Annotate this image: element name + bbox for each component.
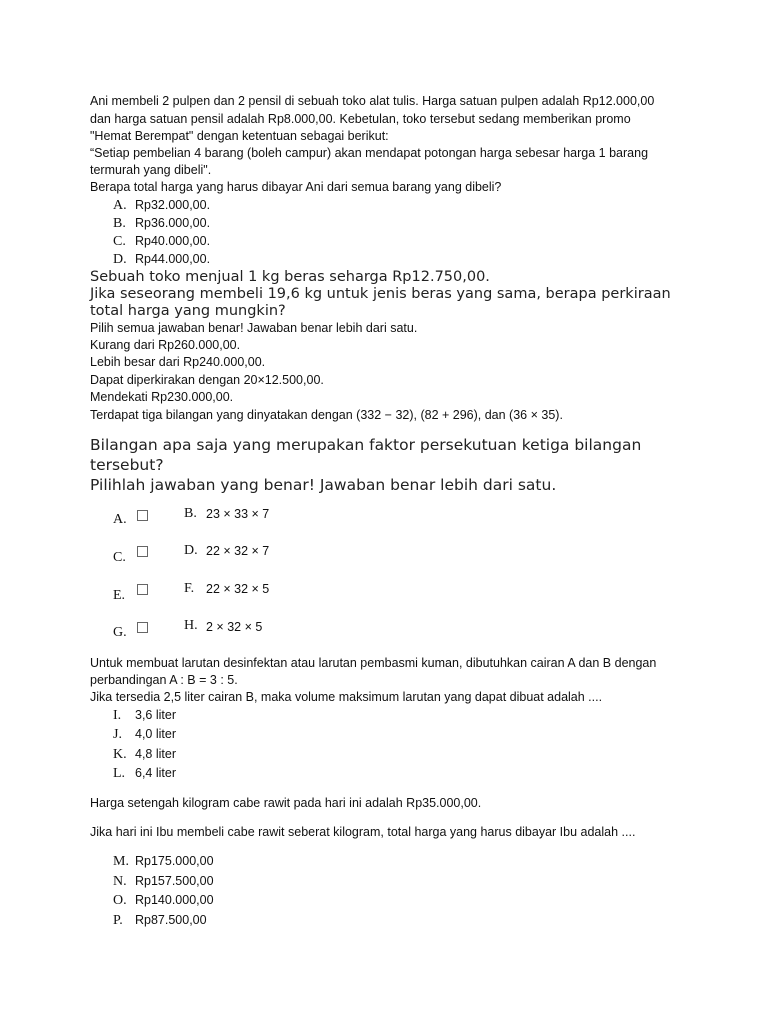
option-text: Rp175.000,00 — [135, 854, 214, 868]
option-letter: D. — [113, 252, 127, 267]
q5-line: Harga setengah kilogram cabe rawit pada hari ini adalah Rp35.000,00. — [90, 796, 482, 810]
option-text: Rp87.500,00 — [135, 913, 207, 927]
q1-option — [113, 215, 210, 232]
option-letter: M. — [113, 854, 129, 869]
option-letter: C. — [113, 234, 126, 249]
option-letter: F. — [184, 581, 195, 596]
q2-choice: Kurang dari Rp260.000,00. — [90, 338, 241, 352]
q2-choice: Lebih besar dari Rp240.000,00. — [90, 355, 266, 369]
checkbox-letter: G. — [113, 625, 127, 640]
option-letter: D. — [184, 543, 198, 558]
option-text: 6,4 liter — [135, 766, 176, 780]
checkbox-letter: A. — [113, 512, 127, 527]
q5-option — [113, 873, 214, 890]
q1-line: dan harga satuan pensil adalah Rp8.000,00. Kebetulan, toko tersebut sedang memberikan promo — [90, 112, 631, 126]
q1-option — [113, 197, 210, 214]
q1-line: termurah yang dibeli". — [90, 163, 212, 177]
option-letter: B. — [113, 216, 126, 231]
option-text: 22 × 32 × 7 — [206, 544, 270, 558]
option-text: 23 × 33 × 7 — [206, 507, 270, 521]
q4-line: perbandingan A : B = 3 : 5. — [90, 673, 238, 687]
option-text: Rp40.000,00. — [135, 234, 211, 248]
q1-question: Berapa total harga yang harus dibayar Ani dari semua barang yang dibeli? — [90, 180, 502, 194]
option-letter: H. — [184, 618, 198, 633]
q1-line: Ani membeli 2 pulpen dan 2 pensil di sebuah toko alat tulis. Harga satuan pulpen adalah Rp12.000,00 — [90, 94, 655, 108]
q2-instruction: Pilih semua jawaban benar! Jawaban benar lebih dari satu. — [90, 321, 418, 335]
checkbox-letter: E. — [113, 588, 126, 603]
option-letter: O. — [113, 893, 127, 908]
q3-stem: Bilangan apa saja yang merupakan faktor persekutuan ketiga bilangan — [90, 436, 642, 454]
q2-choice: Mendekati Rp230.000,00. — [90, 390, 234, 404]
option-letter: N. — [113, 874, 127, 889]
option-letter: I. — [113, 708, 122, 723]
option-text: 22 × 32 × 5 — [206, 582, 270, 596]
option-text: 3,6 liter — [135, 708, 176, 722]
option-text: 2 × 32 × 5 — [206, 620, 263, 634]
checkbox[interactable] — [137, 584, 148, 595]
q2-stem: Jika seseorang membeli 19,6 kg untuk jenis beras yang sama, berapa perkiraan — [90, 286, 671, 302]
checkbox[interactable] — [137, 510, 148, 521]
option-letter: L. — [113, 766, 126, 781]
q4-question: Jika tersedia 2,5 liter cairan B, maka volume maksimum larutan yang dapat dibuat adalah .... — [90, 690, 603, 704]
q2-stem: Sebuah toko menjual 1 kg beras seharga Rp12.750,00. — [90, 269, 490, 285]
option-text: Rp157.500,00 — [135, 874, 214, 888]
option-text: Rp44.000,00. — [135, 252, 211, 266]
q4-option — [113, 707, 176, 724]
option-letter: B. — [184, 506, 197, 521]
option-letter: P. — [113, 913, 123, 928]
q2-choice: Dapat diperkirakan dengan 20×12.500,00. — [90, 373, 324, 387]
option-text: Rp32.000,00. — [135, 198, 211, 212]
checkbox[interactable] — [137, 546, 148, 557]
option-letter: K. — [113, 747, 127, 762]
option-letter: J. — [113, 727, 122, 742]
q5-option — [113, 892, 214, 909]
q3-instruction: Pilihlah jawaban yang benar! Jawaban benar lebih dari satu. — [90, 476, 557, 494]
option-text: Rp140.000,00 — [135, 893, 214, 907]
q4-line: Untuk membuat larutan desinfektan atau larutan pembasmi kuman, dibutuhkan cairan A dan B dengan — [90, 656, 657, 670]
q1-option — [113, 251, 210, 268]
q5-option — [113, 912, 207, 929]
option-text: 4,0 liter — [135, 727, 176, 741]
q1-option — [113, 233, 210, 250]
option-text: Rp36.000,00. — [135, 216, 211, 230]
option-text: 4,8 liter — [135, 747, 176, 761]
q4-option — [113, 765, 176, 782]
checkbox-letter: C. — [113, 550, 126, 565]
q4-option — [113, 726, 176, 743]
q5-option — [113, 853, 214, 870]
q1-line: “Setiap pembelian 4 barang (boleh campur) akan mendapat potongan harga sebesar harga 1 barang — [90, 146, 649, 160]
checkbox[interactable] — [137, 622, 148, 633]
q5-question: Jika hari ini Ibu membeli cabe rawit seberat kilogram, total harga yang harus dibayar Ibu adalah .... — [90, 825, 636, 839]
q3-stem: tersebut? — [90, 456, 164, 474]
option-letter: A. — [113, 198, 127, 213]
q3-intro: Terdapat tiga bilangan yang dinyatakan dengan (332 − 32), (82 + 296), dan (36 × 35). — [90, 408, 563, 422]
q1-line: "Hemat Berempat" dengan ketentuan sebagai berikut: — [90, 129, 389, 143]
q2-stem: total harga yang mungkin? — [90, 303, 286, 319]
q4-option — [113, 746, 176, 763]
